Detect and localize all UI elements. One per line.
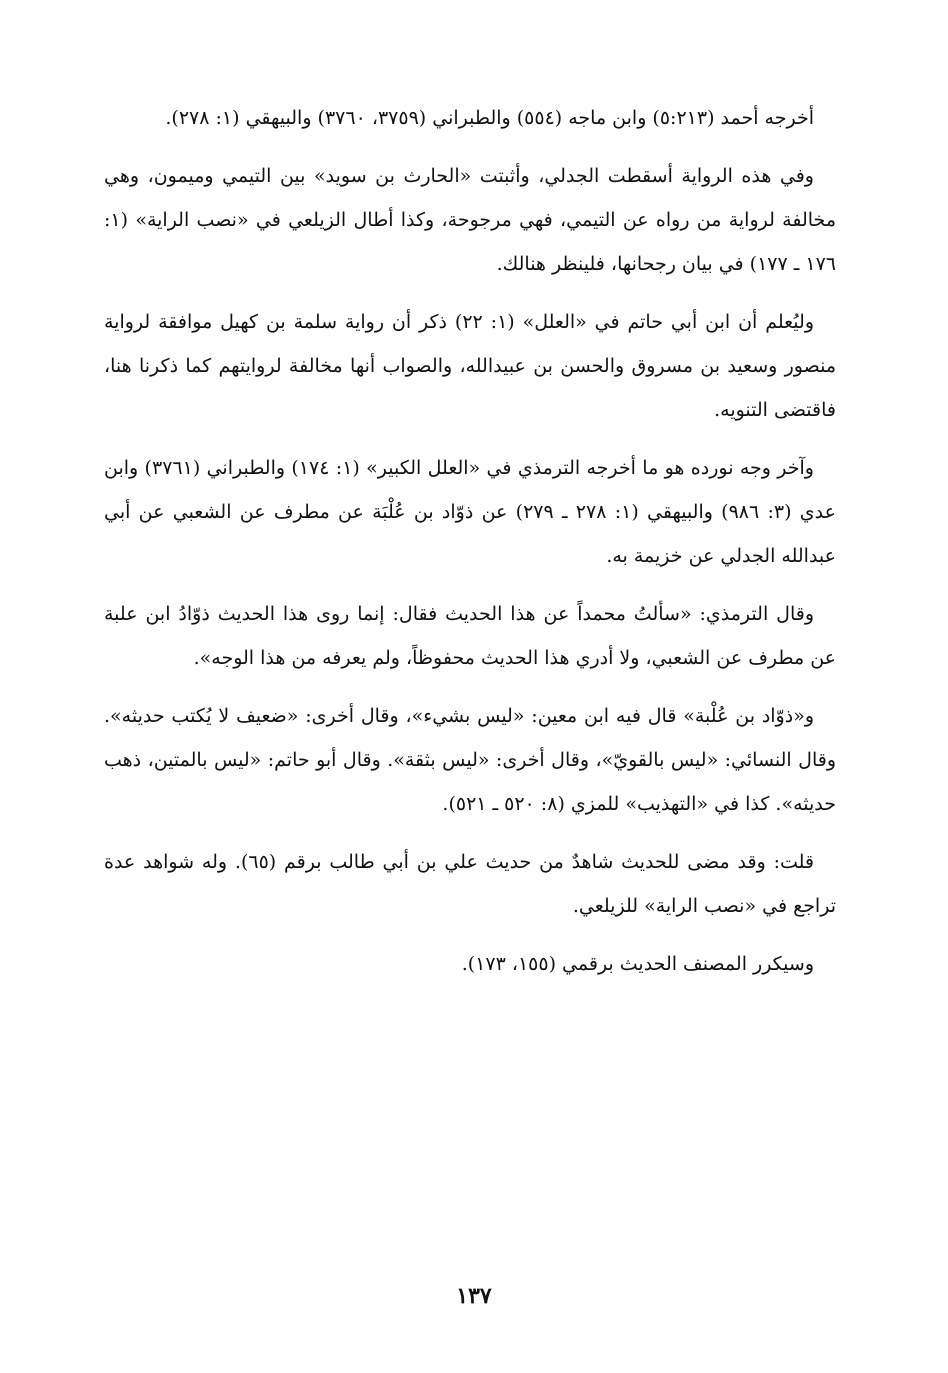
paragraph-ilal-note: وليُعلم أن ابن أبي حاتم في «العلل» (١: ٢٢) ذكر أن رواية سلمة بن كهيل موافقة لرواية منصور وسعيد بن مسروق والحسن بن عبيدالله، والصواب أنها مخالفة لروايتهم كما ذكرنا هنا، فاقتضى التنويه.	[104, 311, 836, 421]
paragraph-riwaya-note: وفي هذه الرواية أسقطت الجدلي، وأثبتت «الحارث بن سويد» بين التيمي وميمون، وهي مخالفة لرواية من رواه عن التيمي، فهي مرجوحة، وكذا أطال الزيلعي في «نصب الراية» (١: ١٧٦ ـ ١٧٧) في بيان رجحانها، فلينظر هنالك.	[104, 165, 836, 275]
page-number: ١٣٧	[456, 1283, 492, 1309]
paragraph-last-wajh: وآخر وجه نورده هو ما أخرجه الترمذي في «العلل الكبير» (١: ١٧٤) والطبراني (٣٧٦١) وابن عدي (٣: ٩٨٦) والبيهقي (١: ٢٧٨ ـ ٢٧٩) عن ذوّاد بن عُلْبَة عن مطرف عن الشعبي عن أبي عبدالله الجدلي عن خزيمة به.	[104, 457, 836, 567]
paragraph-dhawwad-jarh: و«ذوّاد بن عُلْبة» قال فيه ابن معين: «ليس بشيء»، وقال أخرى: «ضعيف لا يُكتب حديثه». وقال النسائي: «ليس بالقويّ»، وقال أخرى: «ليس بثقة». وقال أبو حاتم: «ليس بالمتين، ذهب حديثه». كذا في «التهذيب» للمزي (٨: ٥٢٠ ـ ٥٢١).	[104, 705, 836, 815]
paragraph-tirmidhi-quote: وقال الترمذي: «سألتُ محمداً عن هذا الحديث فقال: إنما روى هذا الحديث ذوّادُ ابن علبة عن مطرف عن الشعبي، ولا أدري هذا الحديث محفوظاً، ولم يعرفه من هذا الوجه».	[104, 603, 836, 669]
page-body	[104, 96, 836, 1000]
paragraph-takhrij: أخرجه أحمد (٥:٢١٣) وابن ماجه (٥٥٤) والطبراني (٣٧٥٩، ٣٧٦٠) والبيهقي (١: ٢٧٨).	[165, 107, 814, 129]
paragraph-shawahid: قلت: وقد مضى للحديث شاهدٌ من حديث علي بن أبي طالب برقم (٦٥). وله شواهد عدة تراجع في «نصب الراية» للزيلعي.	[104, 851, 836, 917]
paragraph-repeat-note: وسيكرر المصنف الحديث برقمي (١٥٥، ١٧٣).	[461, 953, 814, 975]
